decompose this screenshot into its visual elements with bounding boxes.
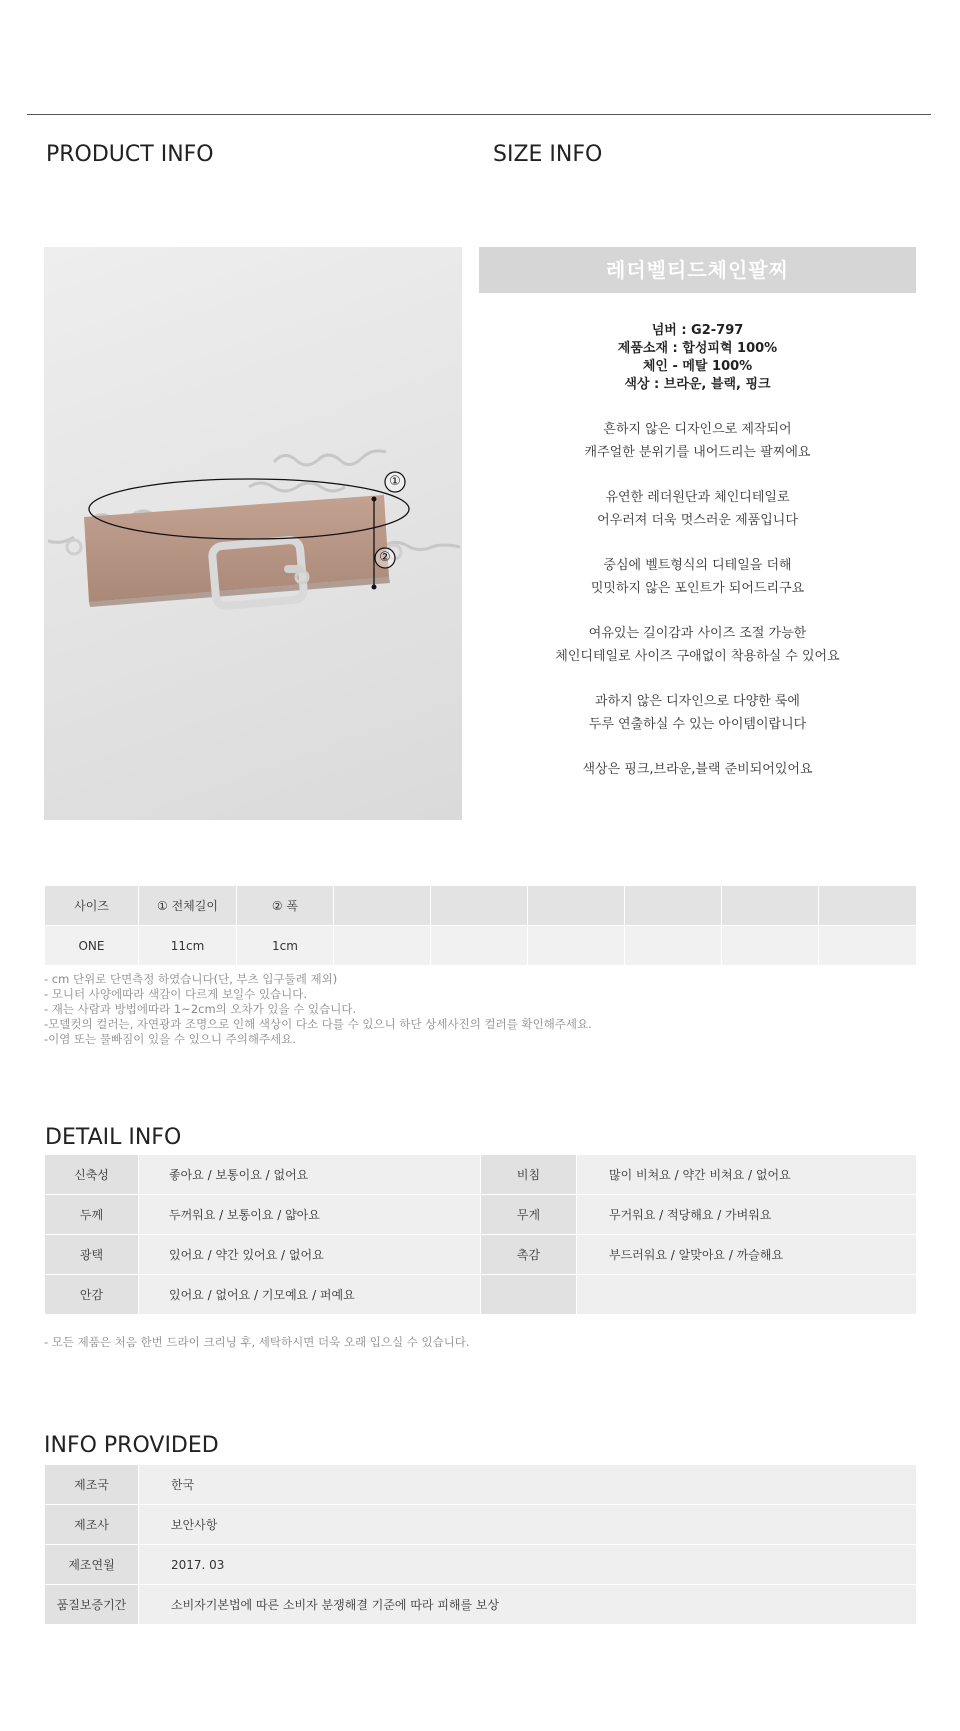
info-value: 보안사항 (139, 1505, 917, 1545)
desc-line: 흔하지 않은 디자인으로 제작되어 (603, 422, 792, 437)
table-row (45, 1505, 917, 1545)
detail-value: 부드러워요 / 알맞아요 / 까슬해요 (577, 1235, 917, 1275)
info-value: 한국 (139, 1465, 917, 1505)
desc-line: 과하지 않은 디자인으로 다양한 룩에 (595, 694, 800, 709)
desc-line: 색상은 핑크,브라운,블랙 준비되어있어요 (582, 762, 813, 777)
info-value: 2017. 03 (139, 1545, 917, 1585)
detail-value: 두꺼워요 / 보통이요 / 얇아요 (139, 1195, 481, 1235)
size-cell: ONE (45, 926, 139, 966)
desc-line: 어우러져 더욱 멋스러운 제품입니다 (597, 513, 798, 528)
info-provided-table (44, 1464, 917, 1625)
product-info-heading: PRODUCT INFO (46, 142, 214, 167)
detail-label: 촉감 (481, 1235, 577, 1275)
table-row (45, 1235, 917, 1275)
description-para-1 (479, 418, 916, 464)
detail-label: 두께 (45, 1195, 139, 1235)
detail-value: 좋아요 / 보통이요 / 없어요 (139, 1155, 481, 1195)
size-cell: 1cm (237, 926, 334, 966)
detail-info-heading: DETAIL INFO (45, 1125, 182, 1150)
detail-label: 신축성 (45, 1155, 139, 1195)
size-cell (431, 926, 528, 966)
description-para-3 (479, 554, 916, 600)
desc-line: 캐주얼한 분위기를 내어드리는 팔찌에요 (584, 445, 811, 460)
size-cell (528, 926, 625, 966)
table-row (45, 1465, 917, 1505)
product-specs (479, 322, 916, 394)
detail-table (44, 1154, 917, 1315)
size-header-cell: ② 폭 (237, 886, 334, 926)
desc-line: 중심에 벨트형식의 디테일을 더해 (603, 558, 792, 573)
desc-line: 유연한 레더원단과 체인디테일로 (605, 490, 790, 505)
desc-line: 밋밋하지 않은 포인트가 되어드리구요 (590, 581, 805, 596)
info-label: 제조사 (45, 1505, 139, 1545)
size-header-cell (431, 886, 528, 926)
desc-line: 체인디테일로 사이즈 구애없이 착용하실 수 있어요 (555, 649, 840, 664)
size-cell (722, 926, 819, 966)
size-cell: 11cm (139, 926, 237, 966)
detail-value: 많이 비쳐요 / 약간 비쳐요 / 없어요 (577, 1155, 917, 1195)
size-header-cell (819, 886, 917, 926)
detail-note: - 모든 제품은 처음 한번 드라이 크리닝 후, 세탁하시면 더욱 오래 입으실 수 있습니다. (44, 1335, 470, 1349)
size-notes (44, 972, 592, 1047)
detail-label: 비침 (481, 1155, 577, 1195)
spec-material: 제품소재 : 합성피혁 100% (617, 341, 778, 356)
detail-value: 있어요 / 약간 있어요 / 없어요 (139, 1235, 481, 1275)
spec-colors: 색상 : 브라운, 블랙, 핑크 (624, 377, 771, 392)
detail-label: 무게 (481, 1195, 577, 1235)
info-value: 소비자기본법에 따른 소비자 분쟁해결 기준에 따라 피해를 보상 (139, 1585, 917, 1625)
desc-line: 여유있는 길이감과 사이즈 조절 가능한 (588, 626, 807, 641)
detail-label (481, 1275, 577, 1315)
product-name-bar: 레더벨티드체인팔찌 (479, 247, 916, 293)
size-note: -이염 또는 물빠짐이 있을 수 있으니 주의해주세요. (44, 1032, 296, 1046)
size-cell (819, 926, 917, 966)
size-cell (625, 926, 722, 966)
description-para-6 (479, 758, 916, 781)
detail-label: 광택 (45, 1235, 139, 1275)
size-header-cell (528, 886, 625, 926)
size-header-cell: 사이즈 (45, 886, 139, 926)
size-table (44, 885, 917, 966)
size-header-cell (722, 886, 819, 926)
info-label: 제조국 (45, 1465, 139, 1505)
detail-label: 안감 (45, 1275, 139, 1315)
size-note: -모델컷의 컬러는, 자연광과 조명으로 인해 색상이 다소 다를 수 있으니 하단 상세사진의 컬러를 확인해주세요. (44, 1017, 592, 1031)
size-cell (334, 926, 431, 966)
product-photo (44, 247, 462, 820)
detail-value: 무거워요 / 적당해요 / 가벼워요 (577, 1195, 917, 1235)
detail-value: 있어요 / 없어요 / 기모예요 / 퍼예요 (139, 1275, 481, 1315)
size-header-cell (334, 886, 431, 926)
info-provided-heading: INFO PROVIDED (44, 1433, 219, 1458)
marker-length: ① (389, 474, 401, 489)
table-row (45, 1585, 917, 1625)
table-row (45, 926, 917, 966)
size-header-cell (625, 886, 722, 926)
table-row (45, 1275, 917, 1315)
size-table-header (45, 886, 917, 926)
info-label: 품질보증기간 (45, 1585, 139, 1625)
size-note: - cm 단위로 단면측정 하였습니다(단, 부츠 입구둘레 제외) (44, 972, 338, 986)
description-para-5 (479, 690, 916, 736)
info-label: 제조연월 (45, 1545, 139, 1585)
size-info-heading: SIZE INFO (493, 142, 603, 167)
detail-value (577, 1275, 917, 1315)
desc-line: 두루 연출하실 수 있는 아이템이랍니다 (588, 717, 807, 732)
table-row (45, 1155, 917, 1195)
spec-chain: 체인 - 메탈 100% (642, 359, 753, 374)
top-divider (27, 114, 931, 115)
size-note: - 재는 사람과 방법에따라 1~2cm의 오차가 있을 수 있습니다. (44, 1002, 357, 1016)
marker-width: ② (379, 550, 391, 565)
table-row (45, 1545, 917, 1585)
spec-number: 넘버 : G2-797 (651, 323, 744, 338)
table-row (45, 1195, 917, 1235)
description-para-4 (479, 622, 916, 668)
description-para-2 (479, 486, 916, 532)
size-header-cell: ① 전체길이 (139, 886, 237, 926)
size-note: - 모니터 사양에따라 색감이 다르게 보일수 있습니다. (44, 987, 308, 1001)
